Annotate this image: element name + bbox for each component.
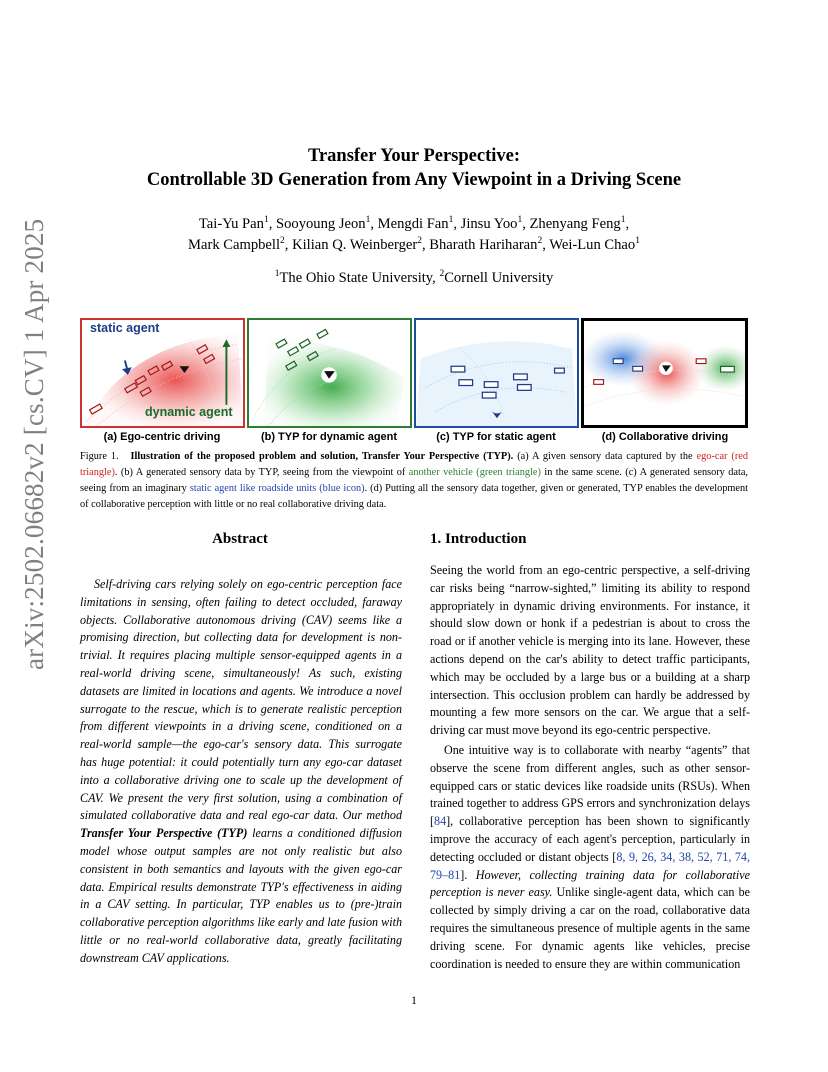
affiliation-mark: 2 [439, 269, 445, 280]
author-name: Bharath Hariharan [429, 237, 538, 253]
abstract-heading: Abstract [212, 531, 268, 547]
citation-link[interactable]: 84 [434, 814, 447, 829]
section-heading-introduction: 1. Introduction [430, 531, 527, 547]
affiliation-name: The Ohio State University [279, 270, 433, 286]
caption-text: . (d) Putting all the sensory data together, given or generated, TYP enables the development of collaborative perception with little or no real collaborative driving data. [80, 483, 748, 510]
intro-text: ]. [460, 867, 476, 882]
intro-paragraph-1: Seeing the world from an ego-centric perspective, a self-driving car risks being “narrow-sighted,” limiting its ability to respond appropriately in dynamic driving environments. For instance, it should slow down or honk if a pedestrian is about to cross the road or if another vehicle is merging into its lane. However, these actions depend on the car's ability to detect traffic participants, which may be occluded by a large bus or a building at a sharp intersection. This occlusion problem can hardly be addressed by mounting a few more sensors on the car. We argue that a self-driving car must move beyond its ego-centric perspective. [430, 563, 750, 738]
title-line-1: Transfer Your Perspective: [307, 146, 520, 166]
author-affiliation-mark: 2 [280, 236, 285, 247]
author-affiliation-mark: 1 [448, 215, 454, 226]
affiliations: $^1$The Ohio State University, $^2$Cornell University [274, 269, 554, 286]
figure-panel-collaborative [581, 318, 748, 428]
citation-link[interactable]: 8, 9, 26, 34, 38, 52, 71, 74, 79–81 [430, 849, 750, 882]
figure-panel-dynamic-agent [247, 318, 412, 428]
author-affiliation-mark: 1 [620, 215, 626, 226]
author-name: Tai-Yu Pan [198, 216, 264, 232]
subcaption-d: (d) Collaborative driving [601, 431, 729, 443]
author-affiliation-mark: 1 [365, 215, 371, 226]
author-name: Wei-Lun Chao [549, 237, 636, 253]
subcaption-b: (b) TYP for dynamic agent [260, 431, 398, 443]
affiliation-mark: 1 [274, 269, 280, 280]
caption-text: (a) A given sensory data captured by the [513, 451, 697, 462]
author-name: Mengdi Fan [377, 216, 449, 232]
author-list [0, 214, 828, 256]
figure-panel-static-agent [414, 318, 579, 428]
dynamic-agent-annotation: dynamic agent [145, 405, 233, 419]
arxiv-stamp-text: arXiv:2502.06682v2 [cs.CV] 1 Apr 2025 [19, 218, 49, 670]
paper-title [0, 144, 828, 192]
figure-caption-title: Illustration of the proposed problem and solution, Transfer Your Perspective (TYP). [130, 451, 514, 462]
method-name: Transfer Your Perspective (TYP) [80, 826, 248, 841]
subcaption-c: (c) TYP for static agent [436, 431, 556, 443]
caption-static-agent-ref: static agent like roadside units (blue icon) [189, 483, 365, 494]
author-name: Mark Campbell [188, 237, 281, 253]
author-affiliation-mark: 1 [517, 215, 523, 226]
lidar-static-agent-view [416, 320, 577, 426]
figure-caption [80, 449, 748, 513]
author-name: Kilian Q. Weinberger [292, 237, 418, 253]
caption-text: . (b) A generated sensory data by TYP, seeing from the viewpoint of [114, 467, 409, 478]
author-affiliation-mark: 1 [635, 236, 640, 247]
caption-other-vehicle-ref: another vehicle (green triangle) [408, 467, 541, 478]
intro-emphasis: However, collecting training data for collaborative perception is never easy. [430, 867, 751, 900]
intro-text: One intuitive way is to collaborate with nearby “agents” that observe the scene from different angles, such as other sensor-equipped cars or static devices like roadside units (RSUs). When trained together to address GPS errors and synchronization delays [ [430, 743, 750, 829]
intro-text: Unlike single-agent data, which can be collected by simply driving a car on the road, collaborative data requires the simultaneous presence of multiple agents in the same driving scene. For dynamic agents like vehicles, precise coordination is needed to ensure they are within communication [430, 885, 750, 971]
title-line-2: Controllable 3D Generation from Any Viewpoint in a Driving Scene [146, 170, 682, 190]
abstract-text: Self-driving cars relying solely on ego-centric perception face limitations in sensing, often failing to detect occluded, faraway objects. Collaborative autonomous driving (CAV) seems like a promising direction, but collecting data for development is non-trivial. It requires placing multiple sensor-equipped agents in a real-world driving scene, simultaneously! As such, existing datasets are limited in locations and agents. We introduce a novel surrogate to the rescue, which is to generate realistic perception from different viewpoints in a driving scene, conditioned on a real-world sample—the ego-car's sensory data. This surrogate has huge potential: it could potentially turn any ego-car dataset into a collaborative driving one to scale up the development of CAV. We present the very first solution, using a combination of simulated collaborative data and real ego-car data. Our method [80, 577, 402, 823]
author-name: Sooyoung Jeon [276, 216, 366, 232]
abstract-text: learns a conditioned diffusion model whose output samples are not only realistic but also consistent in both semantics and layouts with the given ego-car data. Empirical results demonstrate TYP's effectiveness in aiding in a CAV setting. In particular, TYP enables us to (pre-)train collaborative perception algorithms like early and late fusion with little or no real-world collaborative data, greatly facilitating downstream CAV applications. [80, 826, 402, 965]
author-affiliation-mark: 2 [417, 236, 422, 247]
lidar-collaborative-view [584, 321, 745, 425]
author-affiliation-mark: 1 [263, 215, 269, 226]
caption-ego-car-ref: ego-car (red triangle) [80, 451, 749, 478]
author-name: Zhenyang Feng [529, 216, 621, 232]
author-name: Jinsu Yoo [460, 216, 518, 232]
arxiv-stamp [14, 218, 54, 670]
author-affiliation-mark: 2 [537, 236, 543, 247]
lidar-dynamic-agent-view [249, 320, 410, 426]
static-agent-annotation: static agent [90, 321, 160, 335]
author-line-1: Tai-Yu Pan$^1$, Sooyoung Jeon$^1$, Mengdi Fan$^1$, Jinsu Yoo$^1$, Zhenyang Feng$^1$, [198, 215, 630, 232]
author-line-2: Mark Campbell$^2$, Kilian Q. Weinberger$^2$, Bharath Hariharan$^2$, Wei-Lun Chao$^1$ [188, 236, 640, 253]
page-number: 1 [411, 993, 417, 1007]
affiliation-name: Cornell University [444, 270, 554, 286]
figure-label: Figure 1. [80, 451, 119, 462]
intro-paragraph-2 [430, 742, 750, 973]
intro-text: ], collaborative perception has been shown to significantly improve the accuracy of each agent's perception, particularly in detecting occluded or distant objects [ [430, 814, 750, 864]
caption-text: in the same scene. (c) A generated sensory data, seeing from an imaginary [80, 467, 748, 494]
abstract-body [80, 576, 402, 968]
subcaption-a: (a) Ego-centric driving [103, 431, 221, 443]
